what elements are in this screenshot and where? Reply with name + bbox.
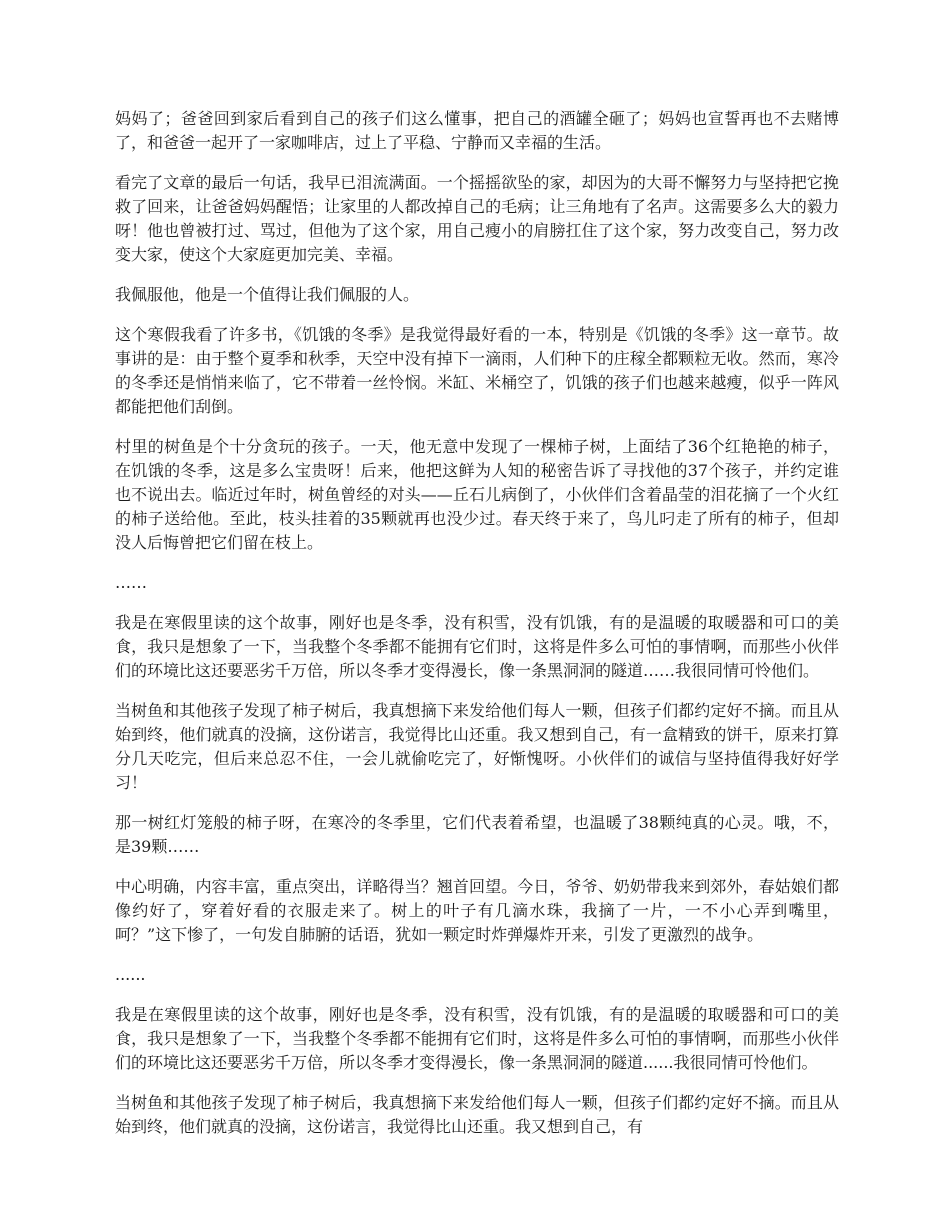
paragraph: 看完了文章的最后一句话，我早已泪流满面。一个摇摇欲坠的家，却因为的大哥不懈努力与坚持把它挽救了回来，让爸爸妈妈醒悟；让家里的人都改掉自己的毛病；让三角地有了名声。这需要多么大的毅力呀！他也曾被打过、骂过，但他为了这个家，用自己瘦小的肩膀扛住了这个家，努力改变自己，努力改变大家，使这个大家庭更加完美、幸福。 (115, 173, 839, 264)
paragraph: 这个寒假我看了许多书，《饥饿的冬季》是我觉得最好看的一本，特别是《饥饿的冬季》这一章节。故事讲的是：由于整个夏季和秋季，天空中没有掉下一滴雨，人们种下的庄稼全都颗粒无收。然而，寒冷的冬季还是悄悄来临了，它不带着一丝怜悯。米缸、米桶空了，饥饿的孩子们也越来越瘦，似乎一阵风都能把他们刮倒。 (115, 325, 839, 416)
paragraph: 妈妈了；爸爸回到家后看到自己的孩子们这么懂事，把自己的酒罐全砸了；妈妈也宣誓再也不去赌博了，和爸爸一起开了一家咖啡店，过上了平稳、宁静而又幸福的生活。 (115, 109, 839, 152)
paragraph: 当树鱼和其他孩子发现了柿子树后，我真想摘下来发给他们每人一颗，但孩子们都约定好不摘。而且从始到终，他们就真的没摘，这份诺言，我觉得比山还重。我又想到自己，有 (115, 1093, 839, 1136)
paragraph: 我是在寒假里读的这个故事，刚好也是冬季，没有积雪，没有饥饿，有的是温暖的取暖器和可口的美食，我只是想象了一下，当我整个冬季都不能拥有它们时，这将是件多么可怕的事情啊，而那些小伙伴们的环境比这还要恶劣千万倍，所以冬季才变得漫长，像一条黑洞洞的隧道......我很同情可怜他们。 (115, 1005, 839, 1072)
paragraph: 那一树红灯笼般的柿子呀，在寒冷的冬季里，它们代表着希望，也温暖了38颗纯真的心灵。哦，不，是39颗…… (115, 813, 839, 856)
paragraph: 我佩服他，他是一个值得让我们佩服的人。 (115, 285, 420, 304)
ellipsis-separator: ...... (115, 965, 146, 984)
paragraph: 我是在寒假里读的这个故事，刚好也是冬季，没有积雪，没有饥饿，有的是温暖的取暖器和可口的美食，我只是想象了一下，当我整个冬季都不能拥有它们时，这将是件多么可怕的事情啊，而那些小伙伴们的环境比这还要恶劣千万倍，所以冬季才变得漫长，像一条黑洞洞的隧道……我很同情可怜他们。 (115, 613, 839, 680)
paragraph: 村里的树鱼是个十分贪玩的孩子。一天，他无意中发现了一棵柿子树，上面结了36个红艳艳的柿子，在饥饿的冬季，这是多么宝贵呀！后来，他把这鲜为人知的秘密告诉了寻找他的37个孩子，并约定谁也不说出去。临近过年时，树鱼曾经的对头——丘石儿病倒了，小伙伴们含着晶莹的泪花摘了一个火红的柿子送给他。至此，枝头挂着的35颗就再也没少过。春天终于来了，鸟儿叼走了所有的柿子，但却没人后悔曾把它们留在枝上。 (115, 437, 839, 552)
paragraph: 中心明确，内容丰富，重点突出，详略得当？翘首回望。今日，爷爷、奶奶带我来到郊外，春姑娘们都像约好了，穿着好看的衣服走来了。树上的叶子有几滴水珠，我摘了一片，一不小心弄到嘴里，呵？”这下惨了，一句发自肺腑的话语，犹如一颗定时炸弹爆炸开来，引发了更激烈的战争。 (115, 877, 839, 944)
paragraph: 当树鱼和其他孩子发现了柿子树后，我真想摘下来发给他们每人一颗，但孩子们都约定好不摘。而且从始到终，他们就真的没摘，这份诺言，我觉得比山还重。我又想到自己，有一盒精致的饼干，原来打算分几天吃完，但后来总忍不住，一会儿就偷吃完了，好惭愧呀。小伙伴们的诚信与坚持值得我好好学习！ (115, 701, 839, 792)
document-body (115, 107, 839, 1155)
ellipsis-separator: …… (115, 573, 147, 592)
